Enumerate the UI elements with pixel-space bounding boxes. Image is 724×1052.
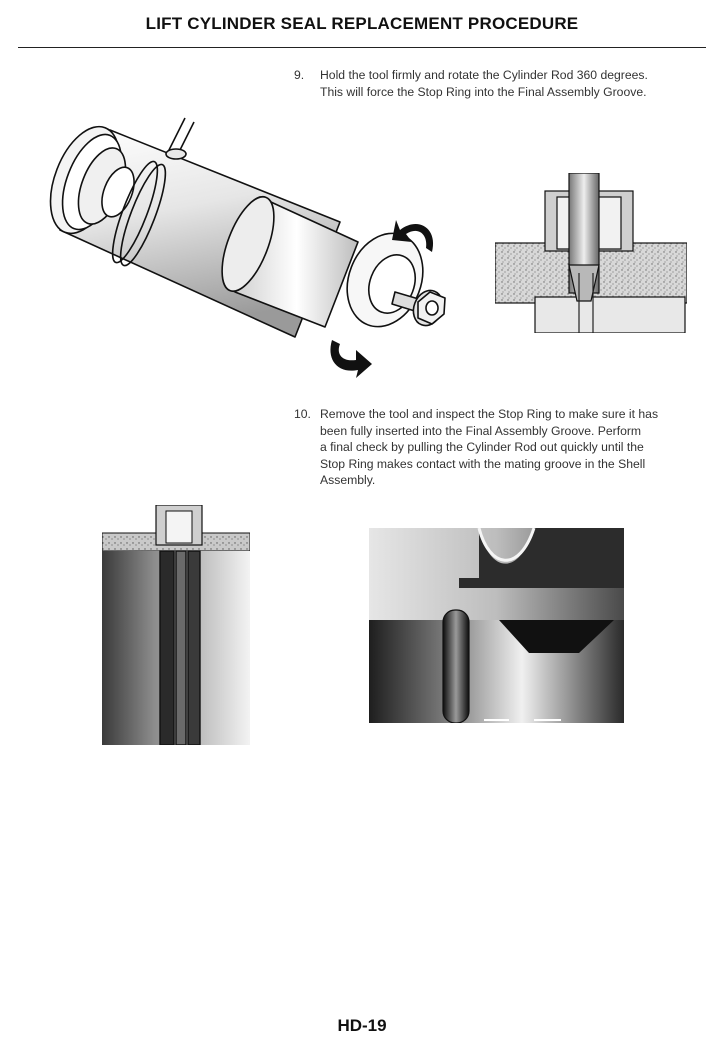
page-title: LIFT CYLINDER SEAL REPLACEMENT PROCEDURE (145, 14, 579, 33)
stop-ring-groove-detail-illustration (495, 173, 687, 333)
step-text (320, 406, 712, 489)
cylinder-rotation-illustration (40, 112, 460, 387)
step-9 (294, 67, 704, 101)
step-line: Stop Ring makes contact with the mating groove in the Shell (320, 456, 646, 471)
step-line: Remove the tool and inspect the Stop Ring to make sure it has (320, 407, 659, 421)
step-line: been fully inserted into the Final Assembly Groove. Perform (320, 423, 642, 438)
step-line: Assembly. (320, 473, 376, 487)
stop-ring-seated-illustration (102, 505, 250, 745)
step-text (320, 67, 648, 100)
step-10 (294, 406, 714, 490)
step-line: This will force the Stop Ring into the Final Assembly Groove. (320, 84, 647, 99)
header-divider (18, 47, 706, 48)
page-number: HD-19 (337, 1016, 387, 1035)
step-line: Hold the tool firmly and rotate the Cylinder Rod 360 degrees. (320, 68, 648, 82)
step-line: a final check by pulling the Cylinder Rod out quickly until the (320, 440, 644, 454)
stop-ring-mating-groove-illustration (369, 528, 624, 723)
step-number: 10. (294, 407, 311, 421)
step-number: 9. (294, 68, 305, 82)
